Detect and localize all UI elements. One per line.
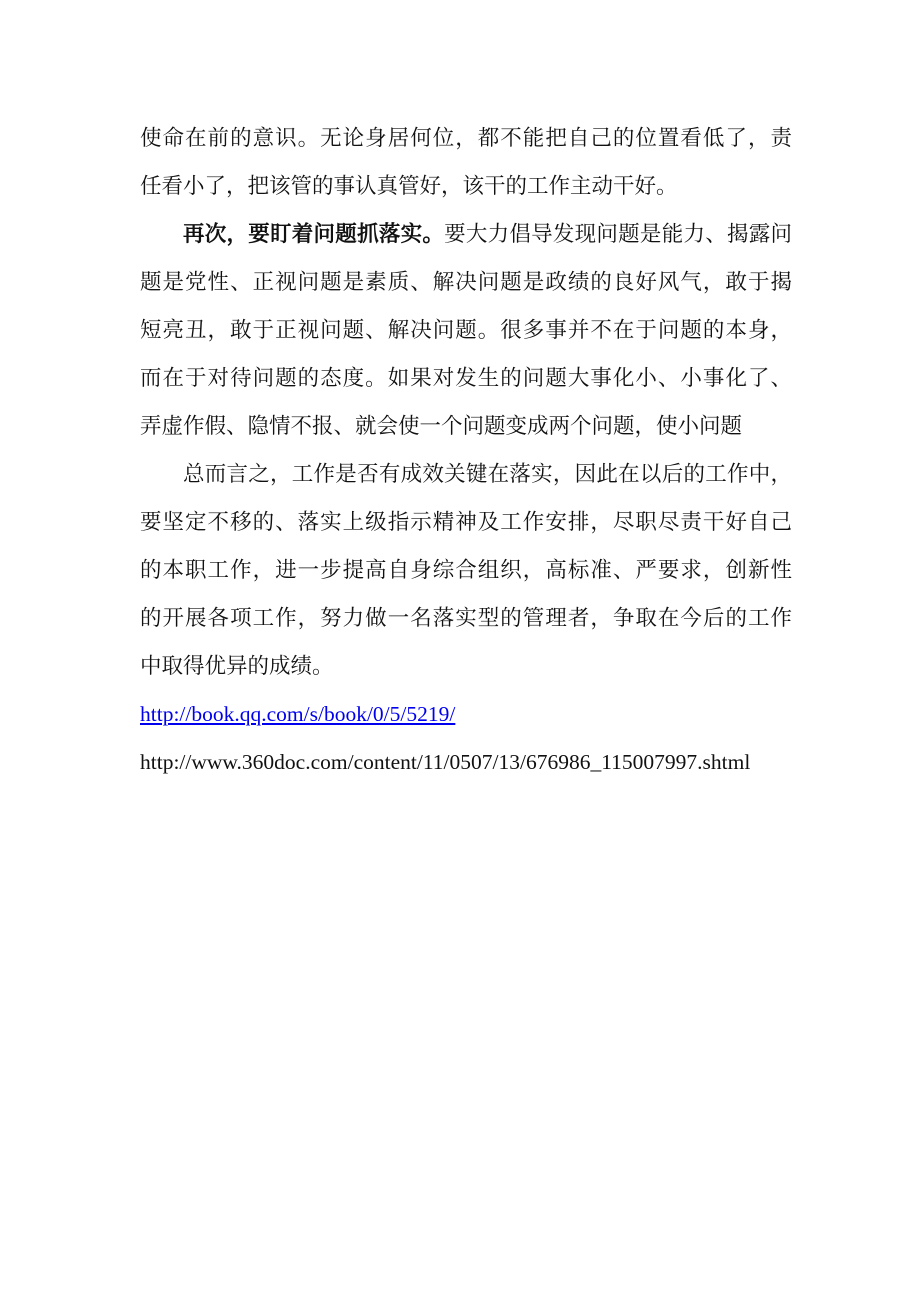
bold-run: 再次，要盯着问题抓落实。: [183, 222, 445, 246]
text-run: 短亮丑，敢于正视问题、解决问题。很多事并不在于问题的本身，: [140, 318, 792, 342]
text-run: 任看小了，把该管的事认真管好，该干的工作主动干好。: [140, 174, 678, 198]
text-run: 的开展各项工作，努力做一名落实型的管理者，争取在今后的工作: [140, 606, 792, 630]
para3-line2: [140, 498, 792, 546]
plain-url-line: [140, 738, 792, 786]
para2-line3: [140, 306, 792, 354]
para3-line1: [140, 450, 792, 498]
hyperlink-line: [140, 690, 792, 738]
text-run: 而在于对待问题的态度。如果对发生的问题大事化小、小事化了、: [140, 366, 792, 390]
text-run: 中取得优异的成绩。: [140, 654, 334, 678]
para2-line2: [140, 258, 792, 306]
para1-line2: [140, 162, 792, 210]
text-run: 弄虚作假、隐情不报、就会使一个问题变成两个问题，使小问题: [140, 414, 743, 438]
para2-line4: [140, 354, 792, 402]
text-run: 题是党性、正视问题是素质、解决问题是政绩的良好风气，敢于揭: [140, 270, 792, 294]
para3-line3: [140, 546, 792, 594]
text-run: 的本职工作，进一步提高自身综合组织，高标准、严要求，创新性: [140, 558, 792, 582]
document-text: [140, 114, 792, 786]
para3-line4: [140, 594, 792, 642]
para2-line1: [140, 210, 792, 258]
para2-line5: [140, 402, 792, 450]
para1-line1: [140, 114, 792, 162]
text-run: 要大力倡导发现问题是能力、揭露问: [444, 222, 792, 246]
text-run: 总而言之，工作是否有成效关键在落实，因此在以后的工作中，: [183, 462, 792, 486]
text-run: http://www.360doc.com/content/11/0507/13/676986_115007997.shtml: [140, 750, 751, 774]
text-run: 使命在前的意识。无论身居何位，都不能把自己的位置看低了，责: [140, 126, 792, 150]
hyperlink[interactable]: http://book.qq.com/s/book/0/5/5219/: [140, 702, 456, 726]
text-run: 要坚定不移的、落实上级指示精神及工作安排，尽职尽责干好自己: [140, 510, 792, 534]
para3-line5: [140, 642, 792, 690]
